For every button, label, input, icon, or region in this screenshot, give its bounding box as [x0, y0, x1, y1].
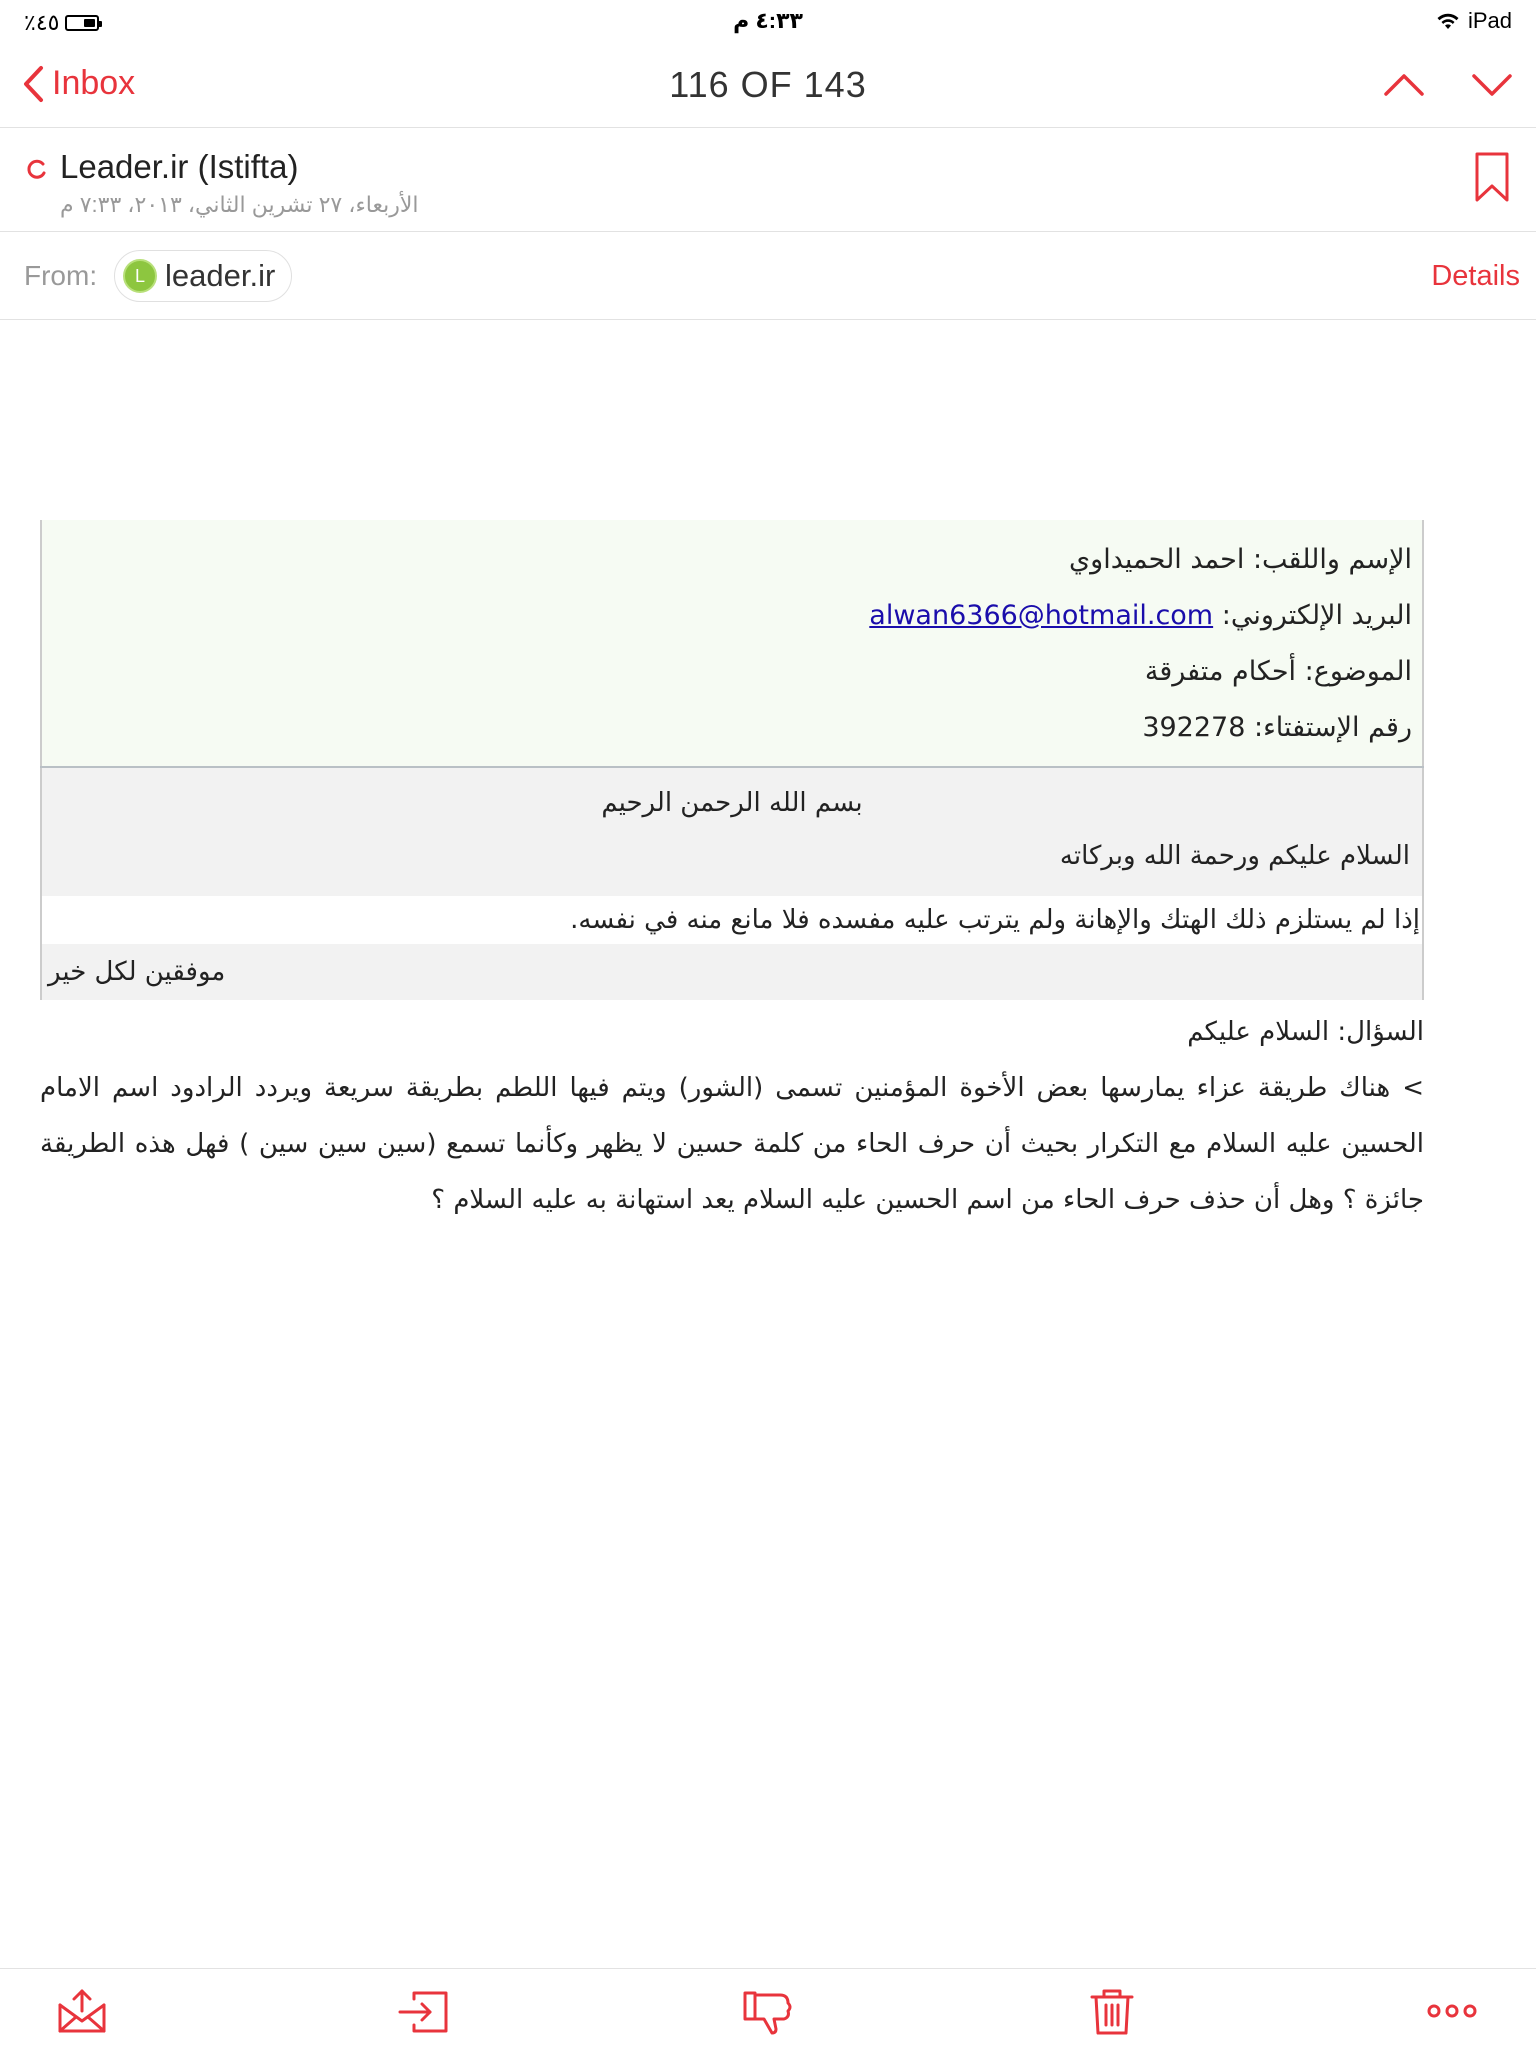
sender-name: leader.ir	[165, 258, 276, 293]
greeting-block	[42, 768, 1422, 896]
name-line: الإسم واللقب: احمد الحميداوي	[1069, 544, 1412, 575]
salam: السلام عليكم ورحمة الله وبركاته	[1059, 841, 1410, 871]
bismillah: بسم الله الرحمن الرحيم	[601, 788, 863, 818]
message-counter: 116 OF 143	[669, 64, 867, 105]
details-button[interactable]: Details	[1431, 260, 1520, 292]
answer-text: إذا لم يستلزم ذلك الهتك والإهانة ولم يترتب عليه مفسده فلا مانع منه في نفسه.	[42, 896, 1422, 944]
sender-chip[interactable]	[114, 250, 292, 302]
istifta-label: رقم الإستفتاء:	[1254, 712, 1412, 743]
chevron-up-icon[interactable]	[1382, 66, 1426, 102]
bottom-toolbar	[0, 1968, 1536, 2048]
message-date: الأربعاء، ٢٧ تشرين الثاني، ٢٠١٣، ٧:٣٣ م	[60, 192, 419, 217]
status-bar	[0, 0, 1536, 42]
istifta-number: 392278	[1142, 712, 1246, 743]
from-label: From:	[24, 260, 98, 291]
question-text: > هناك طريقة عزاء يمارسها بعض الأخوة المؤمنين تسمى (الشور) ويتم فيها اللطم بطريقة سريعة ويردد الرادود اسم الامام الحسين عليه السلام مع التكرار بحيث أن حرف الحاء من كلمة حسين لا يظهر وكأنما تسمع (سين سين سين ) فهل هذه الطريقة جائزة ؟ وهل أن حذف حرف الحاء من اسم الحسين عليه السلام يعد استهانة به عليه السلام ؟	[40, 1073, 1424, 1215]
answer-box	[40, 768, 1424, 1000]
chevron-down-icon[interactable]	[1470, 66, 1514, 102]
email-link[interactable]: alwan6366@hotmail.com	[869, 600, 1214, 631]
istifta-line	[52, 700, 1412, 756]
info-box	[40, 520, 1424, 766]
battery-percent: ٤٥٪	[24, 10, 60, 35]
carrier	[1436, 8, 1512, 34]
bookmark-icon[interactable]	[1472, 150, 1512, 204]
message-nav	[1382, 66, 1514, 102]
nav-bar	[0, 42, 1536, 128]
message-header	[0, 130, 1536, 232]
email-line	[52, 588, 1412, 644]
status-time: ٤:٣٣ م	[733, 8, 803, 33]
device-name: iPad	[1467, 8, 1512, 33]
topic-line: الموضوع: أحكام متفرقة	[1144, 656, 1412, 687]
subject-title: Leader.ir (Istifta)	[60, 148, 299, 185]
more-icon[interactable]	[1424, 1985, 1480, 2037]
from-row	[0, 234, 1536, 320]
reply-all-icon[interactable]	[54, 1985, 110, 2037]
email-label: البريد الإلكتروني:	[1221, 600, 1412, 631]
back-label: Inbox	[52, 64, 136, 102]
wifi-icon	[1436, 12, 1460, 30]
wish-text: موفقين لكل خير	[42, 944, 1422, 1000]
move-icon[interactable]	[396, 1985, 452, 2037]
message-body	[40, 520, 1424, 1228]
unread-indicator-icon	[26, 158, 48, 180]
avatar: L	[123, 259, 157, 293]
thumbs-down-icon[interactable]	[740, 1985, 796, 2037]
trash-icon[interactable]	[1084, 1985, 1140, 2037]
question-label: السؤال: السلام عليكم	[1187, 1017, 1424, 1047]
question-block	[40, 1000, 1424, 1228]
